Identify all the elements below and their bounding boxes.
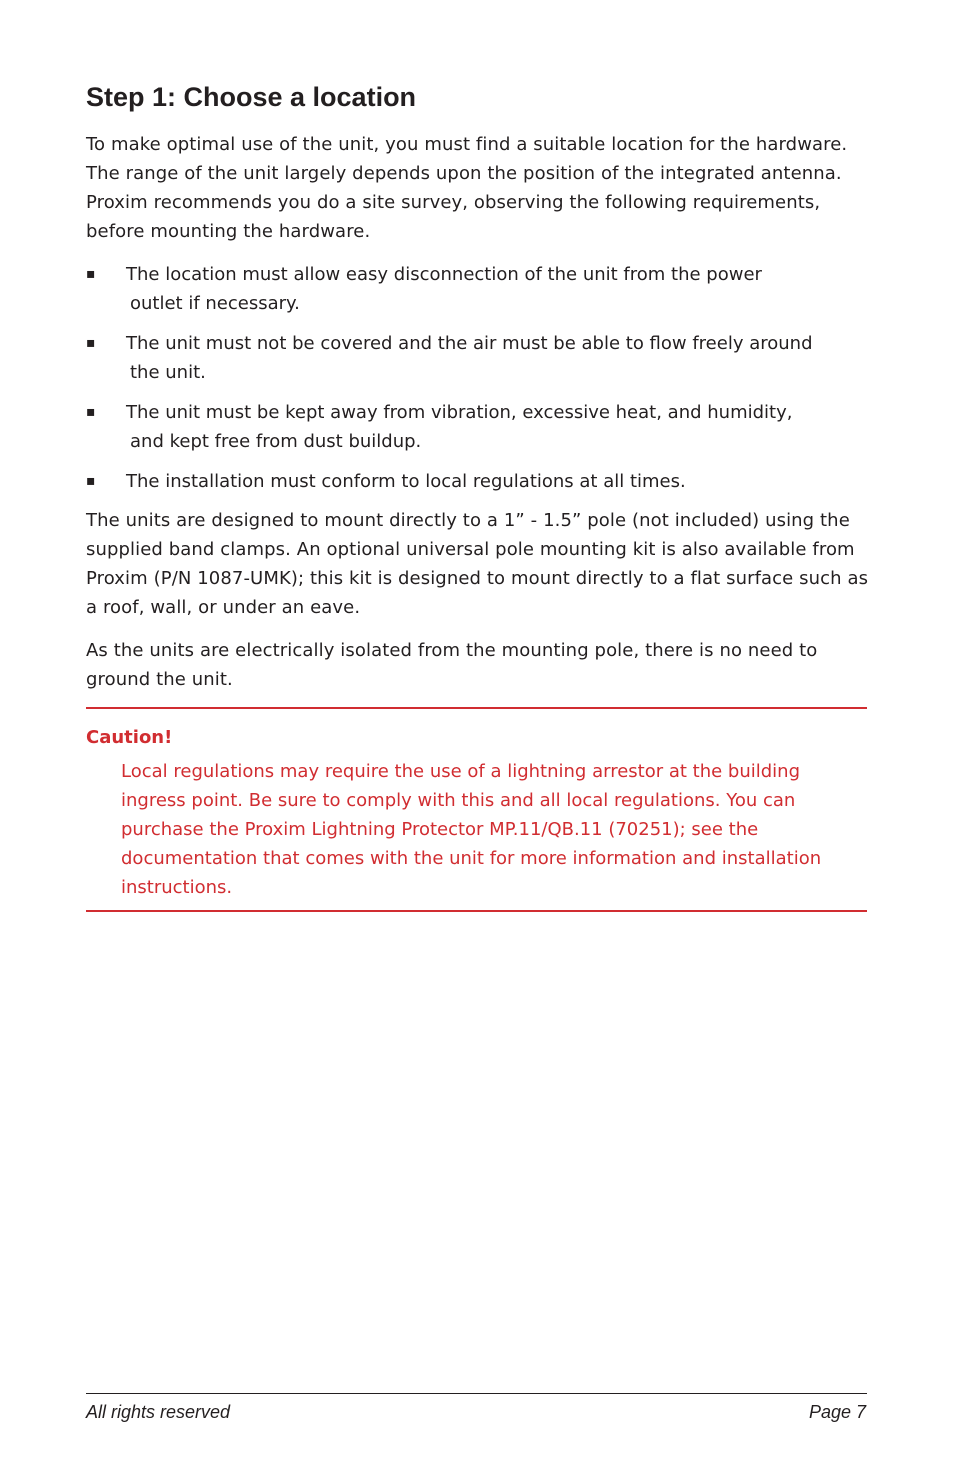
requirements-list (86, 260, 876, 507)
list-item (86, 398, 876, 456)
list-item-text: The unit must be kept away from vibration, excessive heat, and humidity, (126, 402, 793, 423)
list-item-text: The location must allow easy disconnection of the unit from the power (126, 264, 762, 285)
bullet-icon: ▪ (86, 404, 96, 420)
bullet-icon: ▪ (86, 266, 96, 282)
footer-divider (86, 1393, 867, 1394)
intro-paragraph: To make optimal use of the unit, you must find a suitable location for the hardware. The range of the unit largely depends upon the position of the integrated antenna. Proxim recommends you do a site survey, observing the following requirements, before mounting the hardware. (86, 134, 848, 242)
list-item (86, 329, 876, 387)
grounding-paragraph: As the units are electrically isolated from the mounting pole, there is no need to ground the unit. (86, 640, 818, 690)
footer-copyright: All rights reserved (86, 1402, 231, 1422)
list-item-text: The installation must conform to local regulations at all times. (126, 471, 686, 492)
caution-bottom-divider (86, 910, 867, 912)
caution-title: Caution! (86, 727, 173, 748)
list-item (86, 467, 876, 496)
page-number: Page 7 (808, 1402, 866, 1422)
list-item-text-continued: the unit. (130, 362, 206, 383)
list-item-text-continued: outlet if necessary. (130, 293, 300, 314)
caution-body: Local regulations may require the use of a lightning arrestor at the building ingress point. Be sure to comply with this and all local regulations. You can purchase the Proxim Lightning Protector MP.11/QB.11 (70251); see the documentation that comes with the unit for more information and installation instructions. (121, 761, 822, 898)
list-item-text-continued: and kept free from dust buildup. (130, 431, 422, 452)
list-item-text: The unit must not be covered and the air must be able to flow freely around (126, 333, 813, 354)
list-item (86, 260, 876, 318)
bullet-icon: ▪ (86, 335, 96, 351)
bullet-icon: ▪ (86, 473, 96, 489)
section-heading: Step 1: Choose a location (86, 82, 417, 112)
caution-top-divider (86, 707, 867, 709)
mounting-paragraph: The units are designed to mount directly to a 1” - 1.5” pole (not included) using the supplied band clamps. An optional universal pole mounting kit is also available from Proxim (P/N 1087-UMK); this kit is designed to mount directly to a flat surface such as a roof, wall, or under an eave. (86, 510, 869, 618)
